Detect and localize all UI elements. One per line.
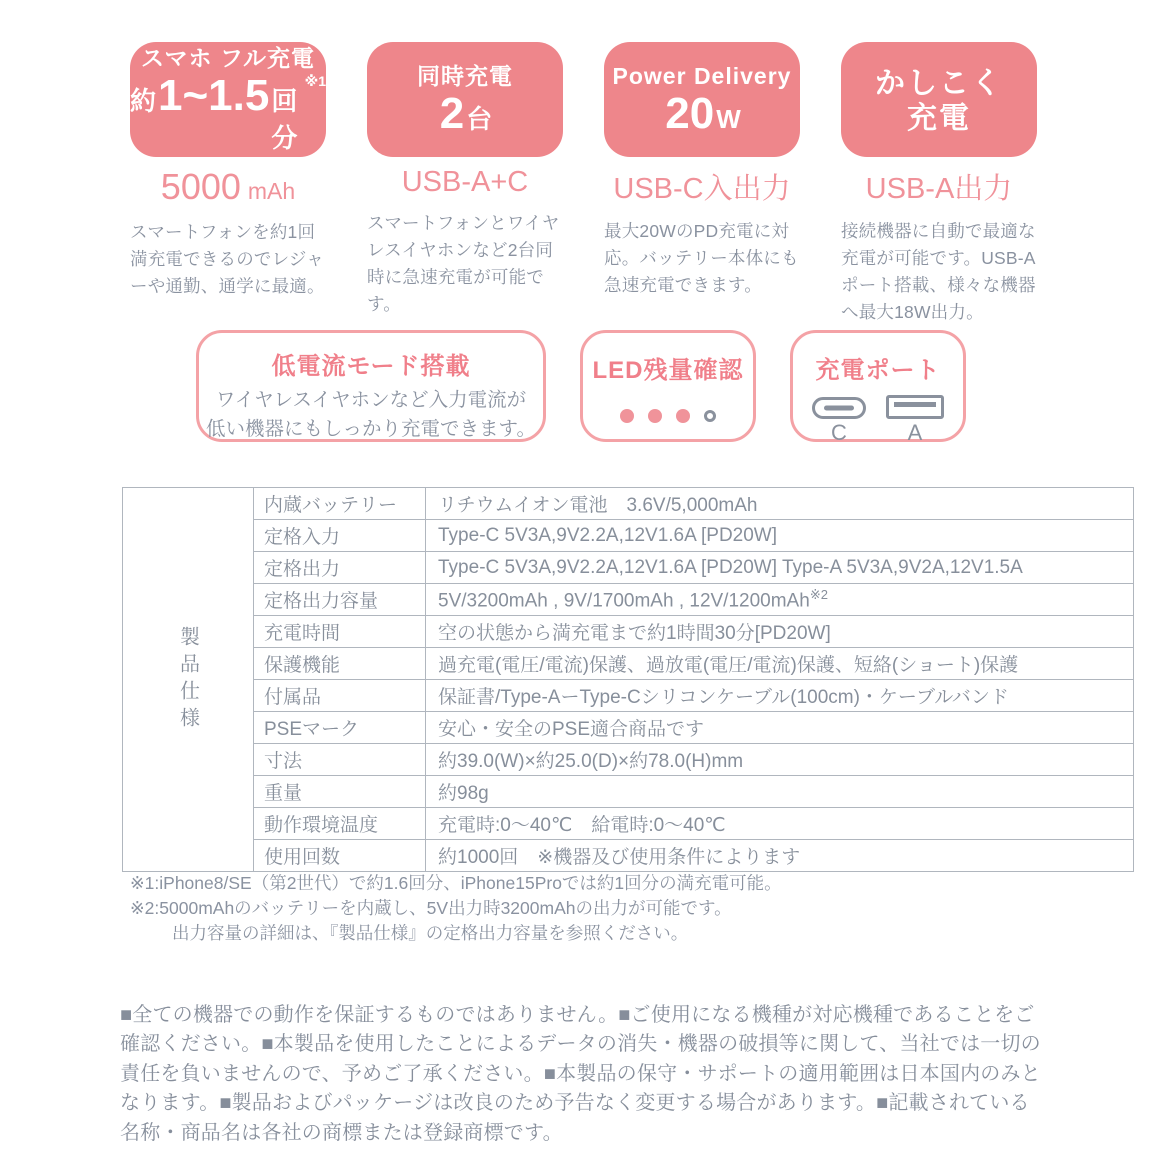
charge-port-title: 充電ポート: [815, 357, 941, 384]
spec-label: 定格入力: [254, 520, 426, 552]
table-row: [123, 744, 1134, 776]
spec-label: 定格出力容量: [254, 584, 426, 616]
led-filled-icon: [676, 409, 690, 423]
table-row: [123, 648, 1134, 680]
spec-label: 保護機能: [254, 648, 426, 680]
spec-label: 定格出力: [254, 552, 426, 584]
spec-value: Type-C 5V3A,9V2.2A,12V1.6A [PD20W] Type-A 5V3A,9V2A,12V1.5A: [426, 552, 1134, 584]
footnotes: [130, 871, 782, 946]
usb-c-port: [812, 397, 866, 444]
feature-description: スマートフォンとワイヤレスイヤホンなど2台同時に急速充電が可能です。: [367, 213, 560, 315]
low-current-line1: ワイヤレスイヤホンなど入力電流が: [215, 389, 527, 411]
subtitle-value: USB-A出力: [865, 173, 1013, 205]
disclaimer-text: ■全ての機器での動作を保証するものではありません。■ご使用になる機種が対応機種であることをご確認ください。■本製品を使用したことによるデータの消失・機器の破損等に関して、当社では一切の責任を負いませんので、予めご了承ください。■本製品の保守・サポートの適用範囲は日本国内のみとなります。■製品およびパッケージは改良のため予告なく変更する場合があります。■記載されている名称・商品名は各社の商標または登録商標です。: [120, 1004, 1041, 1144]
feature-subtitle: [604, 166, 800, 207]
led-indicator-title: LED残量確認: [592, 357, 744, 384]
spec-table-section: [122, 487, 1134, 872]
badge-top-label: Power Delivery: [612, 62, 792, 89]
spec-value: 約98g: [426, 776, 1134, 808]
low-current-line2: 低い機器にもしっかり充電できます。: [206, 418, 536, 441]
table-row: [123, 776, 1134, 808]
spec-value: 安心・安全のPSE適合商品です: [426, 712, 1134, 744]
usb-c-port-label: C: [831, 420, 847, 445]
table-row: [123, 680, 1134, 712]
table-row: [123, 584, 1134, 616]
table-row: [123, 488, 1134, 520]
feature-subtitle: [367, 166, 563, 199]
table-row: [123, 616, 1134, 648]
low-current-mode-description: [199, 386, 543, 445]
badge-smart-charge: [841, 42, 1037, 157]
charge-port-row: [793, 395, 963, 444]
table-row: [123, 808, 1134, 840]
feature-column-full-charge: [130, 42, 326, 327]
feature-subtitle: [841, 166, 1037, 207]
usb-a-port-icon: [886, 395, 944, 419]
badge-value: 充電: [907, 102, 971, 135]
badge-value: 1~1.5: [158, 71, 270, 121]
spec-label: 動作環境温度: [254, 808, 426, 840]
feature-columns: [130, 42, 1037, 327]
spec-value: Type-C 5V3A,9V2.2A,12V1.6A [PD20W]: [426, 520, 1134, 552]
badge-power-delivery: [604, 42, 800, 157]
spec-label: 充電時間: [254, 616, 426, 648]
badge-top-label: スマホ フル充電: [140, 44, 315, 71]
badge-main-line: [663, 91, 741, 137]
led-filled-icon: [648, 409, 662, 423]
spec-value: 充電時:0〜40℃ 給電時:0〜40℃: [426, 808, 1134, 840]
usb-a-port-label: A: [907, 420, 923, 445]
low-current-mode-title: 低電流モード搭載: [271, 353, 471, 380]
spec-label: 内蔵バッテリー: [254, 488, 426, 520]
subtitle-value: USB-C入出力: [613, 173, 791, 205]
subtitle-unit: mAh: [247, 178, 296, 204]
footnote-1: ※1:iPhone8/SE（第2世代）で約1.6回分、iPhone15Proでは約1回分の満充電可能。: [130, 873, 782, 893]
badge-full-charge: [130, 42, 326, 157]
footnote-2-continued: 出力容量の詳細は、『製品仕様』の定格出力容量を参照ください。: [172, 922, 689, 943]
usb-a-port: [886, 395, 944, 444]
table-row: [123, 712, 1134, 744]
badge-value: 2: [439, 89, 465, 139]
table-row: [123, 840, 1134, 872]
led-indicator-box: [580, 330, 756, 442]
badge-top-label: 同時充電: [417, 62, 513, 89]
feature-column-smart-charge: [841, 42, 1037, 327]
spec-value-text: 5V/3200mAh , 9V/1700mAh , 12V/1200mAh: [438, 590, 810, 612]
led-empty-icon: [704, 410, 716, 422]
badge-suffix: 回分: [271, 86, 298, 154]
subtitle-value: 5000: [160, 166, 241, 207]
spec-value: [426, 584, 1134, 616]
feature-column-power-delivery: [604, 42, 800, 327]
led-filled-icon: [620, 409, 634, 423]
feature-description: 接続機器に自動で最適な充電が可能です。USB-Aポート搭載、様々な機器へ最大18W出力。: [841, 221, 1036, 323]
highlight-boxes: [196, 330, 966, 445]
badge-top-label: かしこく: [875, 66, 1003, 100]
spec-label: 寸法: [254, 744, 426, 776]
badge-footnote-mark: ※1: [304, 73, 326, 90]
badge-prefix: 約: [130, 86, 157, 117]
badge-value: 20: [665, 89, 715, 139]
feature-column-dual-charge: [367, 42, 563, 327]
badge-dual-charge: [367, 42, 563, 157]
low-current-mode-box: [196, 330, 546, 442]
spec-value: 約1000回 ※機器及び使用条件によります: [426, 840, 1134, 872]
table-row: [123, 552, 1134, 584]
badge-main-line: [438, 91, 493, 137]
spec-value: リチウムイオン電池 3.6V/5,000mAh: [426, 488, 1134, 520]
badge-main-line: [905, 103, 973, 135]
subtitle-value: USB-A+C: [401, 166, 529, 198]
usb-c-port-icon: [812, 397, 866, 419]
feature-description: 最大20WのPD充電に対応。バッテリー本体にも急速充電できます。: [604, 221, 799, 296]
spec-value: 空の状態から満充電まで約1時間30分[PD20W]: [426, 616, 1134, 648]
spec-label: 重量: [254, 776, 426, 808]
badge-main-line: [130, 73, 326, 155]
spec-value: 約39.0(W)×約25.0(D)×約78.0(H)mm: [426, 744, 1134, 776]
badge-suffix: 台: [466, 104, 493, 135]
spec-label: 使用回数: [254, 840, 426, 872]
feature-description: スマートフォンを約1回満充電できるのでレジャーや通勤、通学に最適。: [130, 222, 325, 297]
spec-label: 付属品: [254, 680, 426, 712]
spec-table-vertical-header: 製品仕様: [123, 488, 254, 872]
spec-table: [122, 487, 1134, 872]
footnote-2: ※2:5000mAhのバッテリーを内蔵し、5V出力時3200mAhの出力が可能です。: [130, 897, 732, 918]
spec-value: 過充電(電圧/電流)保護、過放電(電圧/電流)保護、短絡(ショート)保護: [426, 648, 1134, 680]
spec-value: 保証書/Type-AーType-Cシリコンケーブル(100cm)・ケーブルバンド: [426, 680, 1134, 712]
table-row: [123, 520, 1134, 552]
badge-suffix: W: [716, 104, 741, 135]
led-indicator-row: [583, 409, 753, 423]
charge-port-box: [790, 330, 966, 445]
feature-subtitle: [130, 166, 326, 208]
spec-label: PSEマーク: [254, 712, 426, 744]
spec-footnote-mark: ※2: [809, 586, 828, 602]
